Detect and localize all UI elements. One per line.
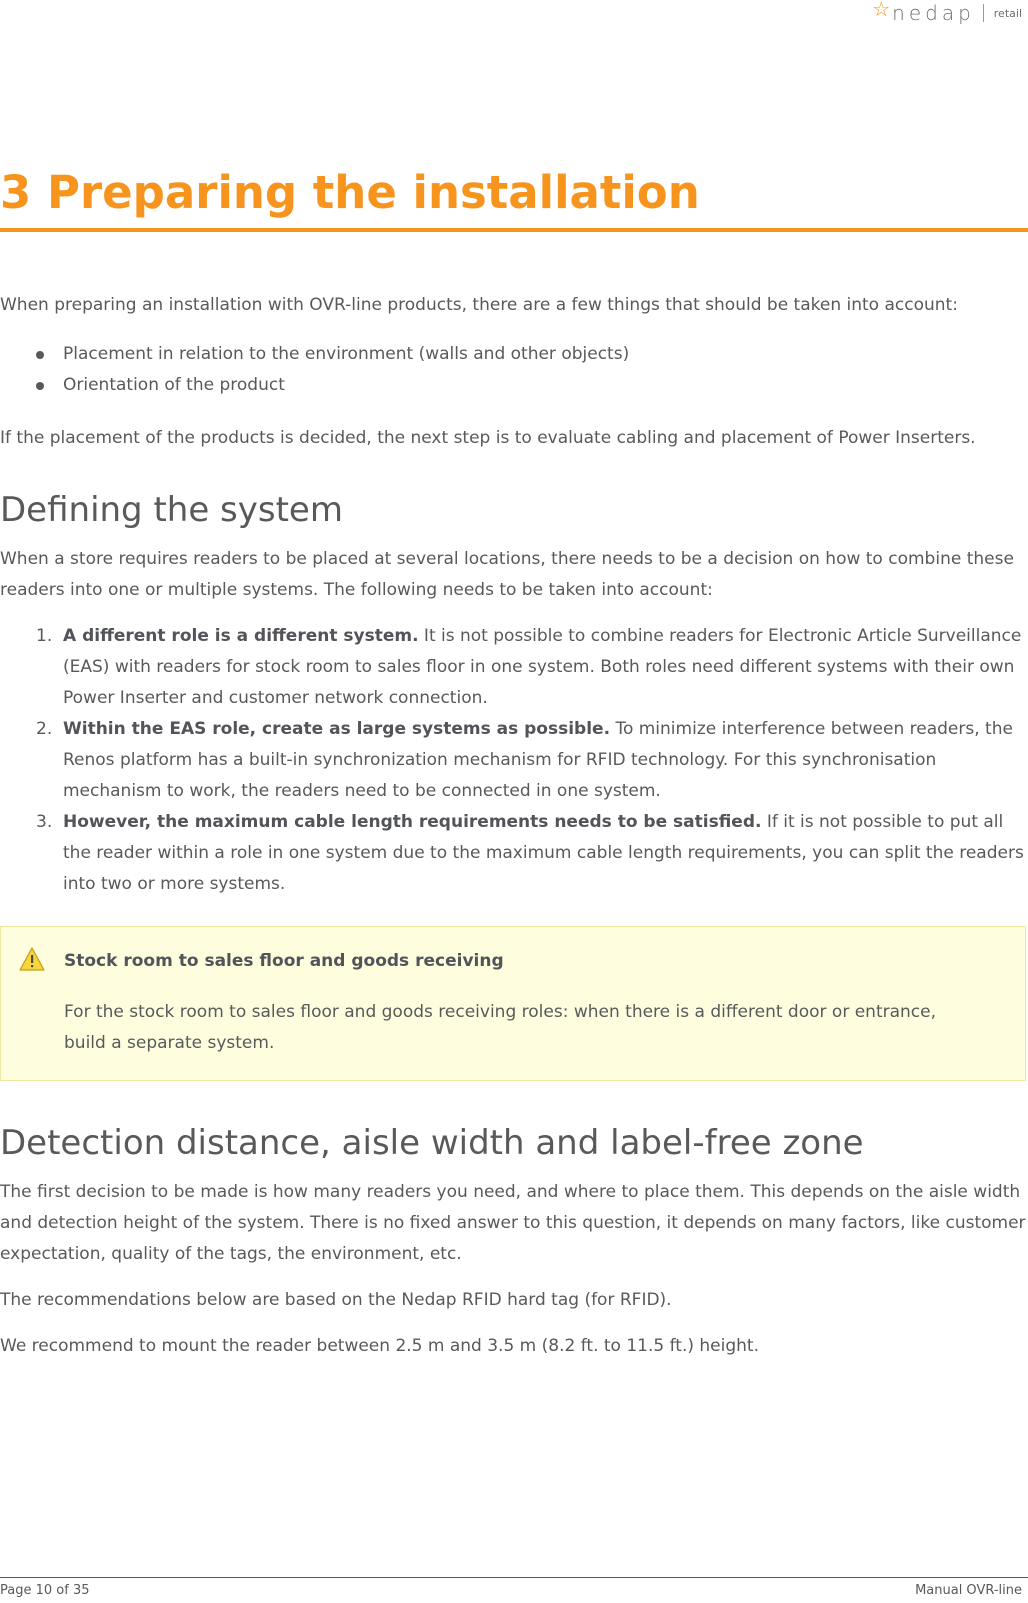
bullet-list [0,339,1026,401]
star-icon: ☆ [872,0,891,21]
detection-paragraph-3: We recommend to mount the reader between 2.5 m and 3.5 m (8.2 ft. to 11.5 ft.) height. [0,1336,759,1356]
defining-intro: When a store requires readers to be placed at several locations, there needs to be a decision on how to combine these readers into one or multiple systems. The following needs to be taken into account: [0,549,1014,600]
detection-paragraph-2: The recommendations below are based on the Nedap RFID hard tag (for RFID). [0,1290,672,1310]
note-title: Stock room to sales floor and goods receiving [64,951,504,971]
warning-icon [19,947,45,971]
numbered-list [0,621,1026,900]
logo-brand: nedap [892,1,975,25]
bullet-icon [36,351,44,359]
detection-paragraph-1: The first decision to be made is how many readers you need, and where to place them. This depends on the aisle width and detection height of the system. There is no fixed answer to this question, it depends on many factors, like customer expectation, quality of the tags, the environment, etc. [0,1182,1026,1264]
section-heading-defining: Defining the system [0,490,343,530]
list-item: Orientation of the product [0,370,1026,401]
list-item: 2. Within the EAS role, create as large systems as possible. To minimize interference between readers, the Renos platform has a built-in synchronization mechanism for RFID technology. For this synchronisation mechanism to work, the readers need to be connected in one system. [36,719,1013,801]
placement-paragraph: If the placement of the products is decided, the next step is to evaluate cabling and placement of Power Inserters. [0,428,976,448]
main-content [0,290,1026,1362]
section-heading-detection: Detection distance, aisle width and label-free zone [0,1123,864,1163]
list-item: Placement in relation to the environment (walls and other objects) [0,339,1026,370]
logo-sub: retail [993,6,1022,20]
list-item: 3. However, the maximum cable length requirements needs to be satisfied. If it is not possible to put all the reader within a role in one system due to the maximum cable length requirements, you can split the readers into two or more systems. [36,812,1024,894]
page-footer [0,1577,1028,1598]
intro-paragraph: When preparing an installation with OVR-line products, there are a few things that should be taken into account: [0,295,958,315]
note-body: For the stock room to sales floor and goods receiving roles: when there is a different door or entrance, build a separate system. [64,1002,937,1053]
list-item: 1. A different role is a different system. It is not possible to combine readers for Electronic Article Surveillance (EAS) with readers for stock room to sales floor in one system. Both roles need different systems with their own Power Inserter and customer network connection. [36,626,1022,708]
document-name: Manual OVR-line [915,1583,1022,1598]
logo-divider [983,4,984,22]
bullet-icon [36,382,44,390]
page-number: Page 10 of 35 [0,1583,90,1598]
warning-note [0,926,1026,1081]
nedap-logo [872,2,1022,24]
page-title: 3 Preparing the installation [0,166,1028,232]
